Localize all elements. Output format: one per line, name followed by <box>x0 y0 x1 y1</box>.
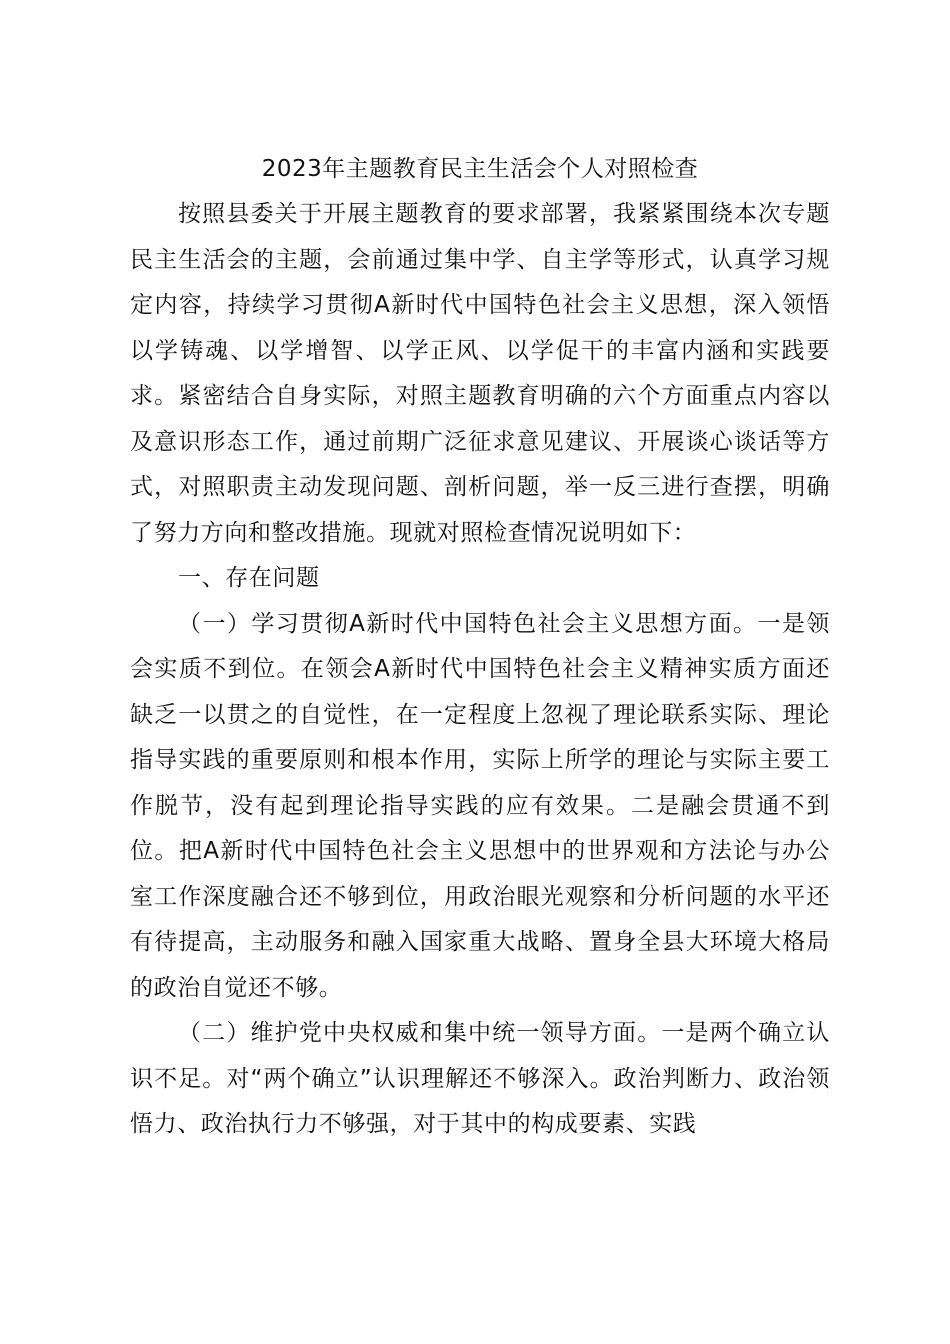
section-heading-problems: 一、存在问题 <box>178 565 320 591</box>
document-title: 2023年主题教育民主生活会个人对照检查 <box>261 156 699 182</box>
intro-paragraph: 按照县委关于开展主题教育的要求部署，我紧紧围绕本次专题民主生活会的主题，会前通过集中学、自主学等形式，认真学习规定内容，持续学习贯彻A新时代中国特色社会主义思想，深入领悟以学铸魂、以学增智、以学正风、以学促干的丰富内涵和实践要求。紧密结合自身实际，对照主题教育明确的六个方面重点内容以及意识形态工作，通过前期广泛征求意见建议、开展谈心谈话等方式，对照职责主动发现问题、剖析问题，举一反三进行查摆，明确了努力方向和整改措施。现就对照检查情况说明如下： <box>130 201 830 546</box>
subsection-paragraph-1: （一）学习贯彻A新时代中国特色社会主义思想方面。一是领会实质不到位。在领会A新时代中国特色社会主义精神实质方面还缺乏一以贯之的自觉性，在一定程度上忽视了理论联系实际、理论指导实践的重要原则和根本作用，实际上所学的理论与实际主要工作脱节，没有起到理论指导实践的应有效果。二是融会贯通不到位。把A新时代中国特色社会主义思想中的世界观和方法论与办公室工作深度融合还不够到位，用政治眼光观察和分析问题的水平还有待提高，主动服务和融入国家重大战略、置身全县大环境大格局的政治自觉还不够。 <box>130 610 830 1001</box>
subsection-paragraph-2: （二）维护党中央权威和集中统一领导方面。一是两个确立认识不足。对“两个确立”认识理解还不够深入。政治判断力、政治领悟力、政治执行力不够强，对于其中的构成要素、实践 <box>130 1020 830 1137</box>
document-body <box>130 146 830 1148</box>
